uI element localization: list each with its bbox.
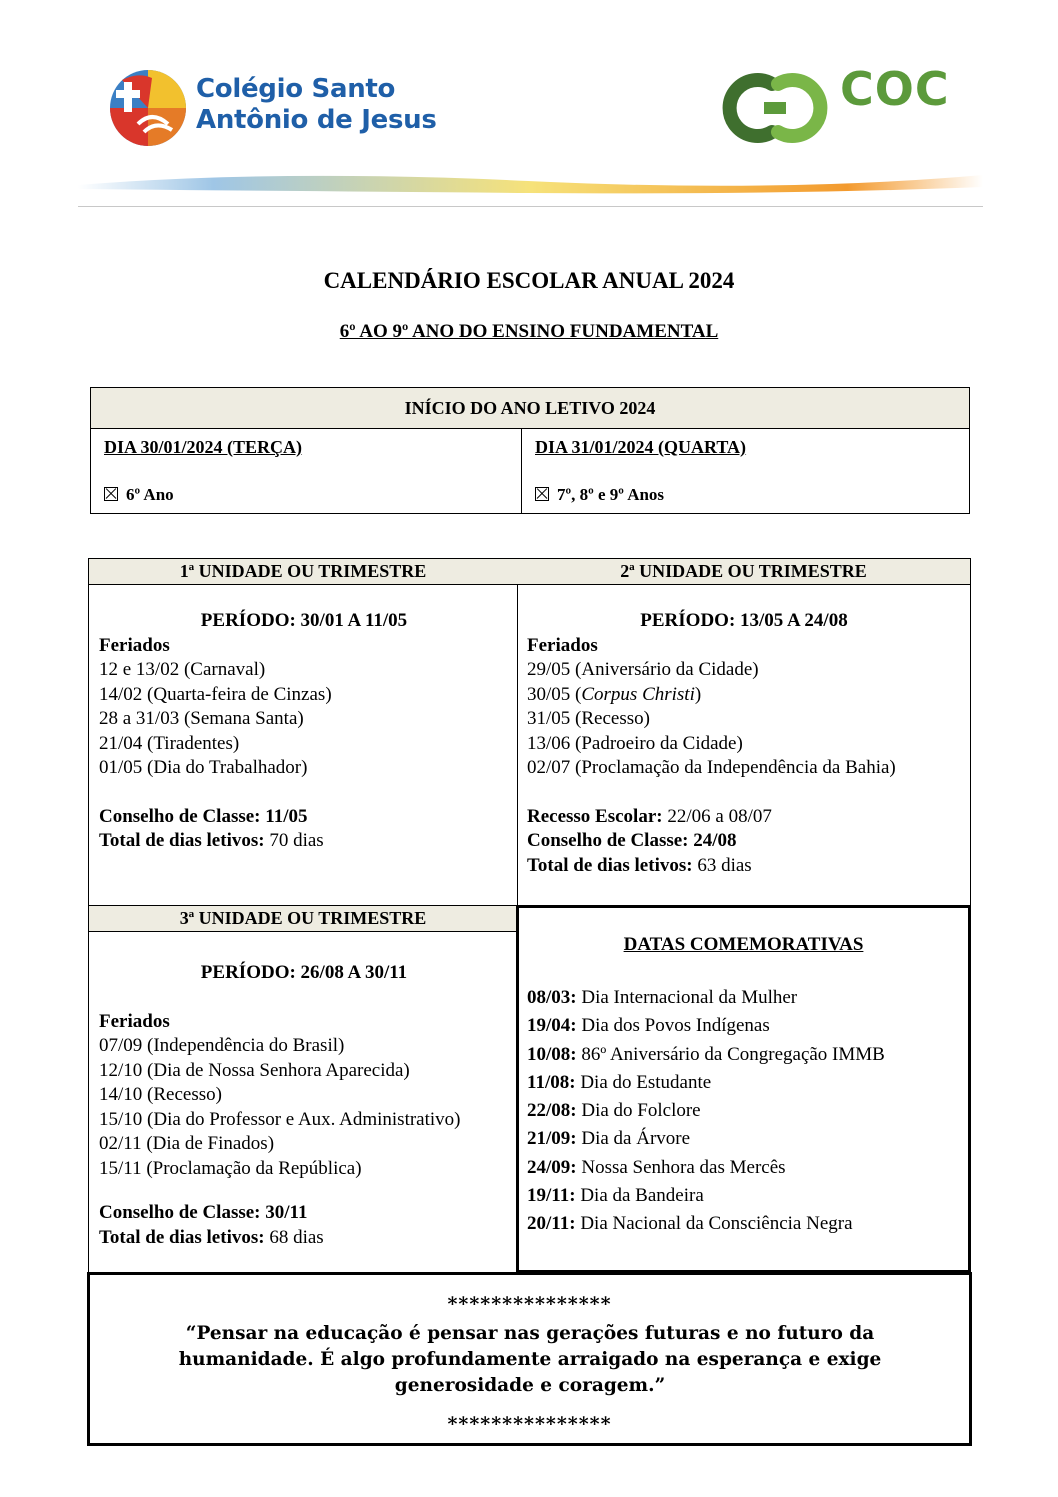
unit-3-body — [99, 961, 509, 1250]
unit-2-council: Conselho de Classe: 24/08 — [527, 830, 737, 851]
unit-1-holiday: 28 a 31/03 (Semana Santa) — [99, 708, 304, 729]
quote-text: “Pensar na educação é pensar nas gerações futuras e no futuro da humanidade. É algo profundamente arraigado na esperança e exige generosidade e coragem.” — [178, 1323, 882, 1396]
school-logo — [108, 68, 468, 148]
list-item: 08/03: Dia Internacional da Mulher — [527, 987, 798, 1008]
decorative-wave — [78, 165, 983, 205]
start-grade-right: 7º, 8º e 9º Anos — [535, 485, 664, 505]
checked-box-icon — [535, 487, 549, 501]
page-header — [0, 0, 1058, 215]
unit-3-council: Conselho de Classe: 30/11 — [99, 1202, 308, 1223]
unit-3-holidays-label: Feriados — [99, 1010, 170, 1032]
school-logo-line2: Antônio de Jesus — [196, 105, 437, 135]
unit-3-holiday: 12/10 (Dia de Nossa Senhora Aparecida) — [99, 1059, 410, 1081]
list-item: 20/11: Dia Nacional da Consciência Negra — [527, 1213, 853, 1235]
page-subtitle: 6º AO 9º ANO DO ENSINO FUNDAMENTAL — [339, 321, 719, 342]
unit-2-holiday: 30/05 (Corpus Christi) — [527, 683, 702, 705]
unit-3-box — [88, 905, 518, 1273]
unit-2-holiday: 29/05 (Aniversário da Cidade) — [527, 659, 759, 680]
checked-box-icon — [104, 487, 118, 501]
commemorative-dates-list — [527, 984, 885, 1239]
start-column-right — [522, 429, 969, 514]
stars-bottom-divider: *************** — [447, 1413, 612, 1435]
unit-2-holidays-label: Feriados — [527, 634, 598, 656]
coc-logo — [720, 62, 970, 148]
school-year-start-heading: INÍCIO DO ANO LETIVO 2024 — [91, 388, 969, 429]
unit-1-heading: 1ª UNIDADE OU TRIMESTRE — [89, 559, 517, 585]
header-divider — [78, 206, 983, 207]
school-emblem-icon — [108, 68, 188, 148]
quote-box — [87, 1272, 972, 1446]
unit-2-body — [527, 609, 961, 878]
list-item: 19/04: Dia dos Povos Indígenas — [527, 1015, 770, 1037]
school-logo-line1: Colégio Santo — [196, 74, 396, 104]
page-title: CALENDÁRIO ESCOLAR ANUAL 2024 — [323, 268, 735, 293]
unit-1-holiday: 14/02 (Quarta-feira de Cinzas) — [99, 683, 332, 705]
list-item: 19/11: Dia da Bandeira — [527, 1185, 704, 1207]
unit-3-holiday: 15/11 (Proclamação da República) — [99, 1157, 362, 1179]
unit-1-holidays-label: Feriados — [99, 634, 170, 656]
unit-1-box — [88, 558, 518, 906]
unit-2-box — [517, 558, 971, 906]
unit-2-holiday: 31/05 (Recesso) — [527, 708, 650, 729]
unit-3-holiday: 15/10 (Dia do Professor e Aux. Administrativo) — [99, 1108, 461, 1130]
unit-3-holiday: 07/09 (Independência do Brasil) — [99, 1035, 345, 1056]
unit-2-holiday: 02/07 (Proclamação da Independência da Bahia) — [527, 757, 896, 778]
unit-3-holiday: 14/10 (Recesso) — [99, 1084, 222, 1105]
start-date-right: DIA 31/01/2024 (QUARTA) — [535, 437, 747, 457]
coc-emblem-icon — [720, 68, 830, 148]
unit-3-period: PERÍODO: 26/08 A 30/11 — [200, 962, 408, 983]
list-item: 22/08: Dia do Folclore — [527, 1100, 701, 1122]
unit-2-period: PERÍODO: 13/05 A 24/08 — [640, 610, 848, 631]
unit-1-holiday: 21/04 (Tiradentes) — [99, 732, 240, 754]
commemorative-dates-box — [516, 905, 971, 1273]
unit-1-holiday: 01/05 (Dia do Trabalhador) — [99, 757, 308, 778]
unit-2-total: Total de dias letivos: 63 dias — [527, 854, 752, 876]
start-date-left: DIA 30/01/2024 (TERÇA) — [104, 437, 303, 457]
unit-3-heading: 3ª UNIDADE OU TRIMESTRE — [89, 906, 517, 932]
unit-1-period: PERÍODO: 30/01 A 11/05 — [200, 610, 408, 631]
unit-1-council: Conselho de Classe: 11/05 — [99, 805, 308, 827]
start-column-left — [91, 429, 522, 514]
start-grade-left: 6º Ano — [104, 485, 174, 505]
coc-logo-text: COC — [840, 62, 950, 116]
list-item: 24/09: Nossa Senhora das Mercês — [527, 1156, 786, 1178]
unit-2-holiday: 13/06 (Padroeiro da Cidade) — [527, 732, 743, 754]
unit-2-heading: 2ª UNIDADE OU TRIMESTRE — [517, 559, 970, 585]
unit-1-holiday: 12 e 13/02 (Carnaval) — [99, 659, 266, 680]
stars-top-divider: *************** — [447, 1293, 612, 1315]
school-year-start-table — [90, 387, 970, 514]
commemorative-dates-heading: DATAS COMEMORATIVAS — [623, 934, 864, 955]
unit-3-total: Total de dias letivos: 68 dias — [99, 1226, 324, 1248]
unit-1-body — [99, 609, 509, 854]
list-item: 21/09: Dia da Árvore — [527, 1128, 691, 1150]
unit-1-total: Total de dias letivos: 70 dias — [99, 830, 324, 851]
list-item: 11/08: Dia do Estudante — [527, 1071, 712, 1093]
unit-3-holiday: 02/11 (Dia de Finados) — [99, 1133, 275, 1154]
unit-2-recess: Recesso Escolar: 22/06 a 08/07 — [527, 805, 772, 827]
list-item: 10/08: 86º Aniversário da Congregação IMMB — [527, 1043, 885, 1065]
